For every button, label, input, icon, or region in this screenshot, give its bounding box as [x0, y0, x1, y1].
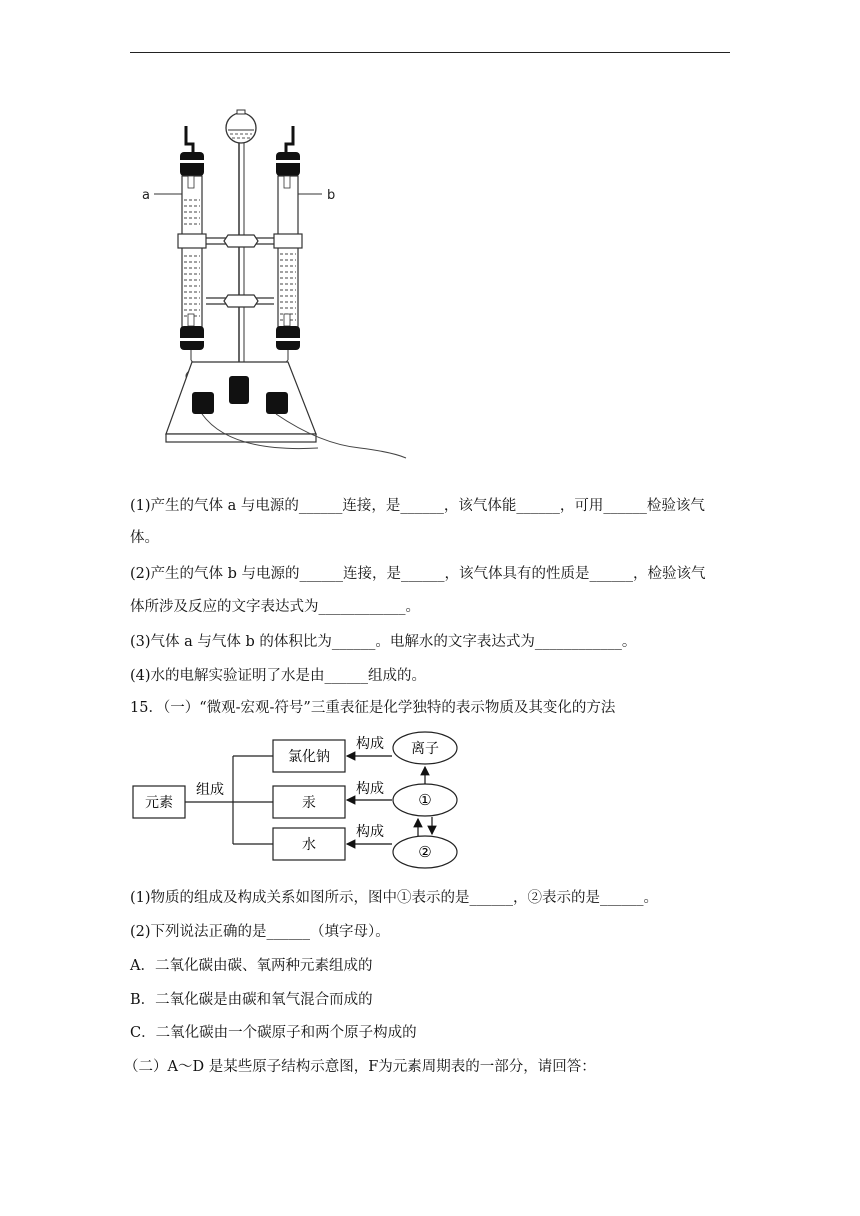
- q1-part2-line2: 体所涉及反应的文字表达式为____________。: [130, 599, 420, 615]
- label-b: b: [327, 188, 336, 203]
- header-rule: [130, 52, 730, 53]
- option-c: C．二氧化碳由一个碳原子和两个原子构成的: [130, 1025, 417, 1041]
- form-label-1: 构成: [356, 736, 384, 752]
- form-label-3: 构成: [356, 824, 384, 840]
- q1-part4: (4)水的电解实验证明了水是由______组成的。: [130, 668, 427, 684]
- element-label: 元素: [145, 795, 173, 811]
- q15-part1: (1)物质的组成及构成关系如图所示，图中①表示的是______，②表示的是______。: [130, 890, 659, 906]
- composition-diagram: [130, 728, 470, 870]
- nacl-label: 氯化钠: [288, 749, 330, 765]
- label-a: a: [142, 188, 150, 203]
- form-label-2: 构成: [356, 781, 384, 797]
- option-a: A．二氧化碳由碳、氧两种元素组成的: [130, 958, 373, 974]
- q1-part1-line2: 体。: [130, 530, 159, 546]
- electrolysis-apparatus-figure: [130, 108, 420, 463]
- q1-part1-line1: (1)产生的气体 a 与电源的______连接，是______，该气体能______，可用______检验该气: [130, 498, 705, 514]
- circle-2-label: ②: [418, 843, 432, 861]
- water-label: 水: [302, 837, 316, 853]
- q15-section-two: （二）A～D 是某些原子结构示意图，F为元素周期表的一部分，请回答：: [124, 1059, 596, 1075]
- q1-part3: (3)气体 a 与气体 b 的体积比为______。电解水的文字表达式为____________。: [130, 634, 637, 650]
- ion-label: 离子: [411, 741, 439, 757]
- option-b: B．二氧化碳是由碳和氧气混合而成的: [130, 992, 373, 1008]
- q15-title: 15．（一）“微观-宏观-符号”三重表征是化学独特的表示物质及其变化的方法: [130, 700, 616, 716]
- q15-part2: (2)下列说法正确的是______（填字母）。: [130, 924, 390, 940]
- q1-part2-line1: (2)产生的气体 b 与电源的______连接，是______，该气体具有的性质是______，检验该气: [130, 566, 706, 582]
- compose-label: 组成: [196, 782, 224, 798]
- mercury-label: 汞: [302, 795, 316, 811]
- circle-1-label: ①: [418, 791, 432, 809]
